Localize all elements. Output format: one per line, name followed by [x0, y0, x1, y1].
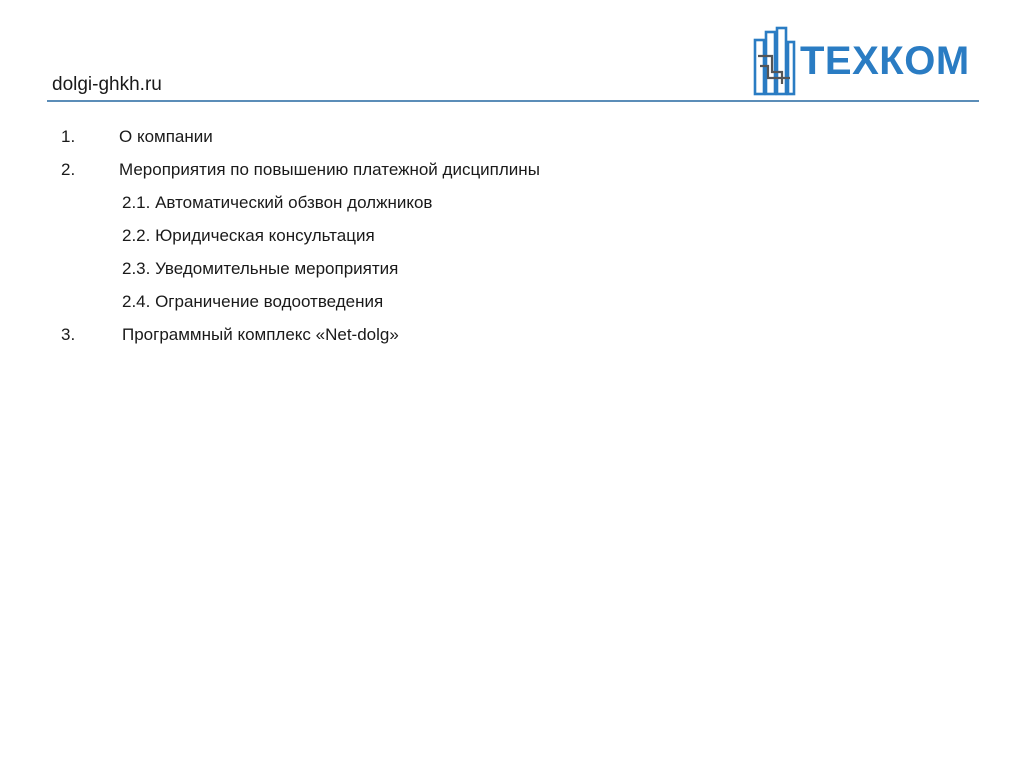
site-url: dolgi-ghkh.ru: [52, 74, 162, 95]
subitem-label: 2.2. Юридическая консультация: [122, 226, 375, 245]
sub-list-item: [0, 223, 1024, 249]
subitem-label: 2.3. Уведомительные мероприятия: [122, 259, 399, 278]
logo: [752, 26, 974, 98]
item-label: О компании: [119, 127, 213, 146]
building-bars-icon: [752, 26, 796, 96]
item-label: Программный комплекс «Net-dolg»: [122, 325, 399, 344]
subitem-label: 2.4. Ограничение водоотведения: [122, 292, 384, 311]
sub-list-item: [0, 190, 1024, 216]
logo-text: ТЕХКОМ: [800, 39, 970, 83]
list-item: [0, 124, 1024, 150]
header-rule: [47, 100, 979, 102]
list-item: [0, 157, 1024, 183]
item-number: 1.: [61, 127, 76, 146]
item-number: 3.: [61, 325, 76, 344]
subitem-label: 2.1. Автоматический обзвон должников: [122, 193, 433, 212]
item-label: Мероприятия по повышению платежной дисциплины: [119, 160, 540, 179]
sub-list-item: [0, 289, 1024, 315]
list-item: [0, 322, 1024, 348]
item-number: 2.: [61, 160, 76, 179]
sub-list-item: [0, 256, 1024, 282]
